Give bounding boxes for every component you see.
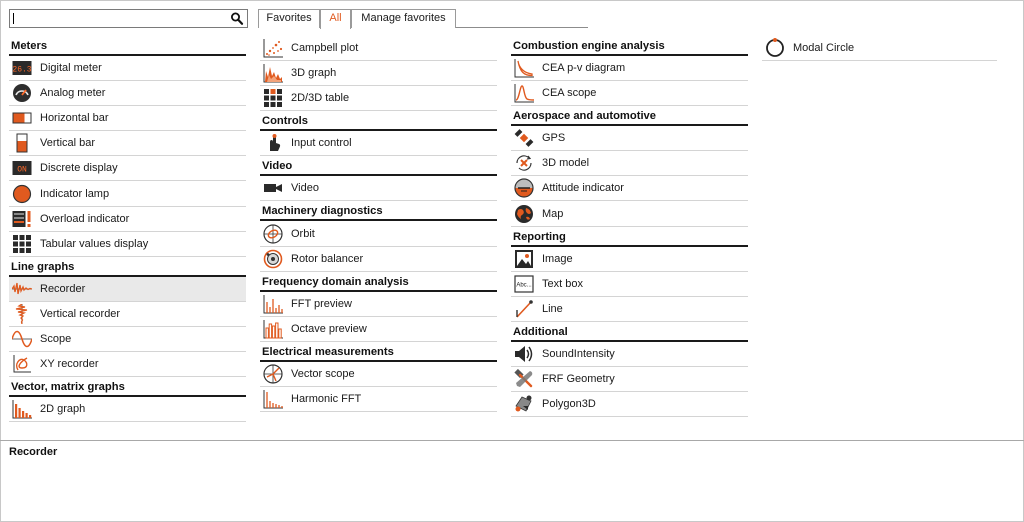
item-vector-scope[interactable] xyxy=(260,362,497,387)
indicator-lamp-icon xyxy=(11,184,33,204)
vertical-bar-icon xyxy=(11,133,33,153)
column-4 xyxy=(762,36,999,61)
item-label: Vertical recorder xyxy=(40,307,121,320)
tab-all[interactable]: All xyxy=(320,9,351,29)
3d-graph-icon xyxy=(262,63,284,83)
tab-manage-favorites[interactable]: Manage favorites xyxy=(351,9,456,28)
digital-meter-icon xyxy=(11,58,33,78)
item-overload-indicator[interactable] xyxy=(9,207,246,232)
search-input[interactable] xyxy=(16,11,226,26)
item-label: Discrete display xyxy=(40,162,118,175)
search-box[interactable] xyxy=(9,9,248,28)
tab-favorites[interactable]: Favorites xyxy=(258,9,320,28)
rotor-balancer-icon xyxy=(262,249,284,269)
item-label: Image xyxy=(542,252,573,265)
item-fft-preview[interactable] xyxy=(260,292,497,317)
item-label: Indicator lamp xyxy=(40,187,110,200)
line-icon xyxy=(513,299,535,319)
cea-pv-diagram-icon xyxy=(513,58,535,78)
cea-scope-icon xyxy=(513,83,535,103)
section-header-combustion: Combustion engine analysis xyxy=(511,36,748,56)
item-label: GPS xyxy=(542,132,566,145)
item-frf-geometry[interactable] xyxy=(511,367,748,392)
item-label: Overload indicator xyxy=(40,212,130,225)
item-vertical-recorder[interactable] xyxy=(9,302,246,327)
item-harmonic-fft[interactable] xyxy=(260,387,497,412)
horizontal-bar-icon xyxy=(11,108,33,128)
hammer-wrench-icon xyxy=(513,369,535,389)
gps-satellite-icon xyxy=(513,128,535,148)
3d-model-icon xyxy=(513,153,535,173)
item-label: Input control xyxy=(291,137,352,150)
section-header-vector-matrix-graphs: Vector, matrix graphs xyxy=(9,377,246,397)
item-label: Harmonic FFT xyxy=(291,392,362,405)
section-header-aerospace: Aerospace and automotive xyxy=(511,106,748,126)
item-soundintensity[interactable] xyxy=(511,342,748,367)
item-label: XY recorder xyxy=(40,358,99,371)
item-label: Digital meter xyxy=(40,62,102,75)
svg-text:Abc...: Abc... xyxy=(516,282,532,289)
item-label: SoundIntensity xyxy=(542,347,615,360)
item-2d-3d-table[interactable] xyxy=(260,86,497,111)
item-label: Modal Circle xyxy=(793,42,855,55)
column-2 xyxy=(260,36,497,412)
section-header-reporting: Reporting xyxy=(511,227,748,247)
column-1 xyxy=(9,36,246,422)
item-3d-graph[interactable] xyxy=(260,61,497,86)
orbit-icon xyxy=(262,224,284,244)
item-vertical-bar[interactable] xyxy=(9,131,246,156)
item-label: 2D graph xyxy=(40,403,86,416)
item-label: Line xyxy=(542,302,563,315)
octave-preview-icon xyxy=(262,319,284,339)
scope-icon xyxy=(11,329,33,349)
item-label: 2D/3D table xyxy=(291,92,350,105)
2d-3d-table-icon xyxy=(262,88,284,108)
item-input-control[interactable] xyxy=(260,131,497,156)
attitude-indicator-icon xyxy=(513,178,535,198)
video-camera-icon xyxy=(262,178,284,198)
item-campbell-plot[interactable] xyxy=(260,36,497,61)
item-label: Campbell plot xyxy=(291,42,359,55)
description-divider xyxy=(0,440,1024,441)
item-label: CEA scope xyxy=(542,87,597,100)
section-header-machinery-diagnostics: Machinery diagnostics xyxy=(260,201,497,221)
section-header-meters: Meters xyxy=(9,36,246,56)
item-attitude-indicator[interactable] xyxy=(511,176,748,201)
item-recorder[interactable] xyxy=(9,277,246,302)
item-label: Text box xyxy=(542,277,583,290)
item-2d-graph[interactable] xyxy=(9,397,246,422)
section-header-controls: Controls xyxy=(260,111,497,131)
item-label: Orbit xyxy=(291,227,315,240)
item-label: FFT preview xyxy=(291,297,352,310)
campbell-plot-icon xyxy=(262,38,284,58)
item-horizontal-bar[interactable] xyxy=(9,106,246,131)
description-title: Recorder xyxy=(9,446,58,458)
section-header-electrical: Electrical measurements xyxy=(260,342,497,362)
item-octave-preview[interactable] xyxy=(260,317,497,342)
overload-indicator-icon xyxy=(11,209,33,229)
item-gps[interactable] xyxy=(511,126,748,151)
item-label: Vector scope xyxy=(291,367,355,380)
svg-text:ON: ON xyxy=(17,165,27,175)
item-line[interactable] xyxy=(511,297,748,322)
image-icon xyxy=(513,249,535,269)
item-label: Analog meter xyxy=(40,87,106,100)
item-label: Recorder xyxy=(40,282,86,295)
map-globe-icon xyxy=(513,204,535,224)
section-header-frequency-domain: Frequency domain analysis xyxy=(260,272,497,292)
svg-text:26.3: 26.3 xyxy=(12,65,32,75)
item-map[interactable] xyxy=(511,201,748,226)
modal-circle-icon xyxy=(764,38,786,58)
fft-preview-icon xyxy=(262,294,284,314)
item-label: CEA p-v diagram xyxy=(542,62,626,75)
item-label: Rotor balancer xyxy=(291,252,364,265)
search-icon[interactable] xyxy=(230,11,244,26)
item-image[interactable] xyxy=(511,247,748,272)
text-box-icon xyxy=(513,274,535,294)
item-tabular-values-display[interactable] xyxy=(9,232,246,257)
item-label: Octave preview xyxy=(291,322,367,335)
analog-meter-icon xyxy=(11,83,33,103)
item-label: Vertical bar xyxy=(40,137,96,150)
item-orbit[interactable] xyxy=(260,221,497,246)
xy-recorder-icon xyxy=(11,354,33,374)
item-label: Scope xyxy=(40,332,72,345)
item-label: Map xyxy=(542,207,564,220)
tabular-values-icon xyxy=(11,234,33,254)
tab-strip xyxy=(258,9,588,28)
input-control-icon xyxy=(262,133,284,153)
item-label: 3D graph xyxy=(291,67,337,80)
discrete-display-icon xyxy=(11,158,33,178)
item-label: Horizontal bar xyxy=(40,112,109,125)
item-cea-pv-diagram[interactable] xyxy=(511,56,748,81)
item-analog-meter[interactable] xyxy=(9,81,246,106)
2d-graph-icon xyxy=(11,399,33,419)
harmonic-fft-icon xyxy=(262,389,284,409)
section-header-video: Video xyxy=(260,156,497,176)
recorder-icon xyxy=(11,279,33,299)
item-indicator-lamp[interactable] xyxy=(9,181,246,206)
item-cea-scope[interactable] xyxy=(511,81,748,106)
item-rotor-balancer[interactable] xyxy=(260,247,497,272)
item-video[interactable] xyxy=(260,176,497,201)
item-text-box[interactable] xyxy=(511,272,748,297)
item-label: FRF Geometry xyxy=(542,372,615,385)
item-scope[interactable] xyxy=(9,327,246,352)
section-header-additional: Additional xyxy=(511,322,748,342)
text-caret xyxy=(13,13,14,24)
speaker-icon xyxy=(513,344,535,364)
polygon3d-icon xyxy=(513,394,535,414)
item-digital-meter[interactable] xyxy=(9,56,246,81)
item-label: 3D model xyxy=(542,157,590,170)
vector-scope-icon xyxy=(262,364,284,384)
item-3d-model[interactable] xyxy=(511,151,748,176)
item-label: Attitude indicator xyxy=(542,182,624,195)
section-header-line-graphs: Line graphs xyxy=(9,257,246,277)
item-xy-recorder[interactable] xyxy=(9,352,246,377)
item-label: Polygon3D xyxy=(542,398,596,411)
item-discrete-display[interactable] xyxy=(9,156,246,181)
item-label: Video xyxy=(291,182,319,195)
item-polygon3d[interactable] xyxy=(511,392,748,417)
item-label: Tabular values display xyxy=(40,237,149,250)
item-modal-circle[interactable] xyxy=(762,36,997,61)
column-3 xyxy=(511,36,748,417)
vertical-recorder-icon xyxy=(11,304,33,324)
